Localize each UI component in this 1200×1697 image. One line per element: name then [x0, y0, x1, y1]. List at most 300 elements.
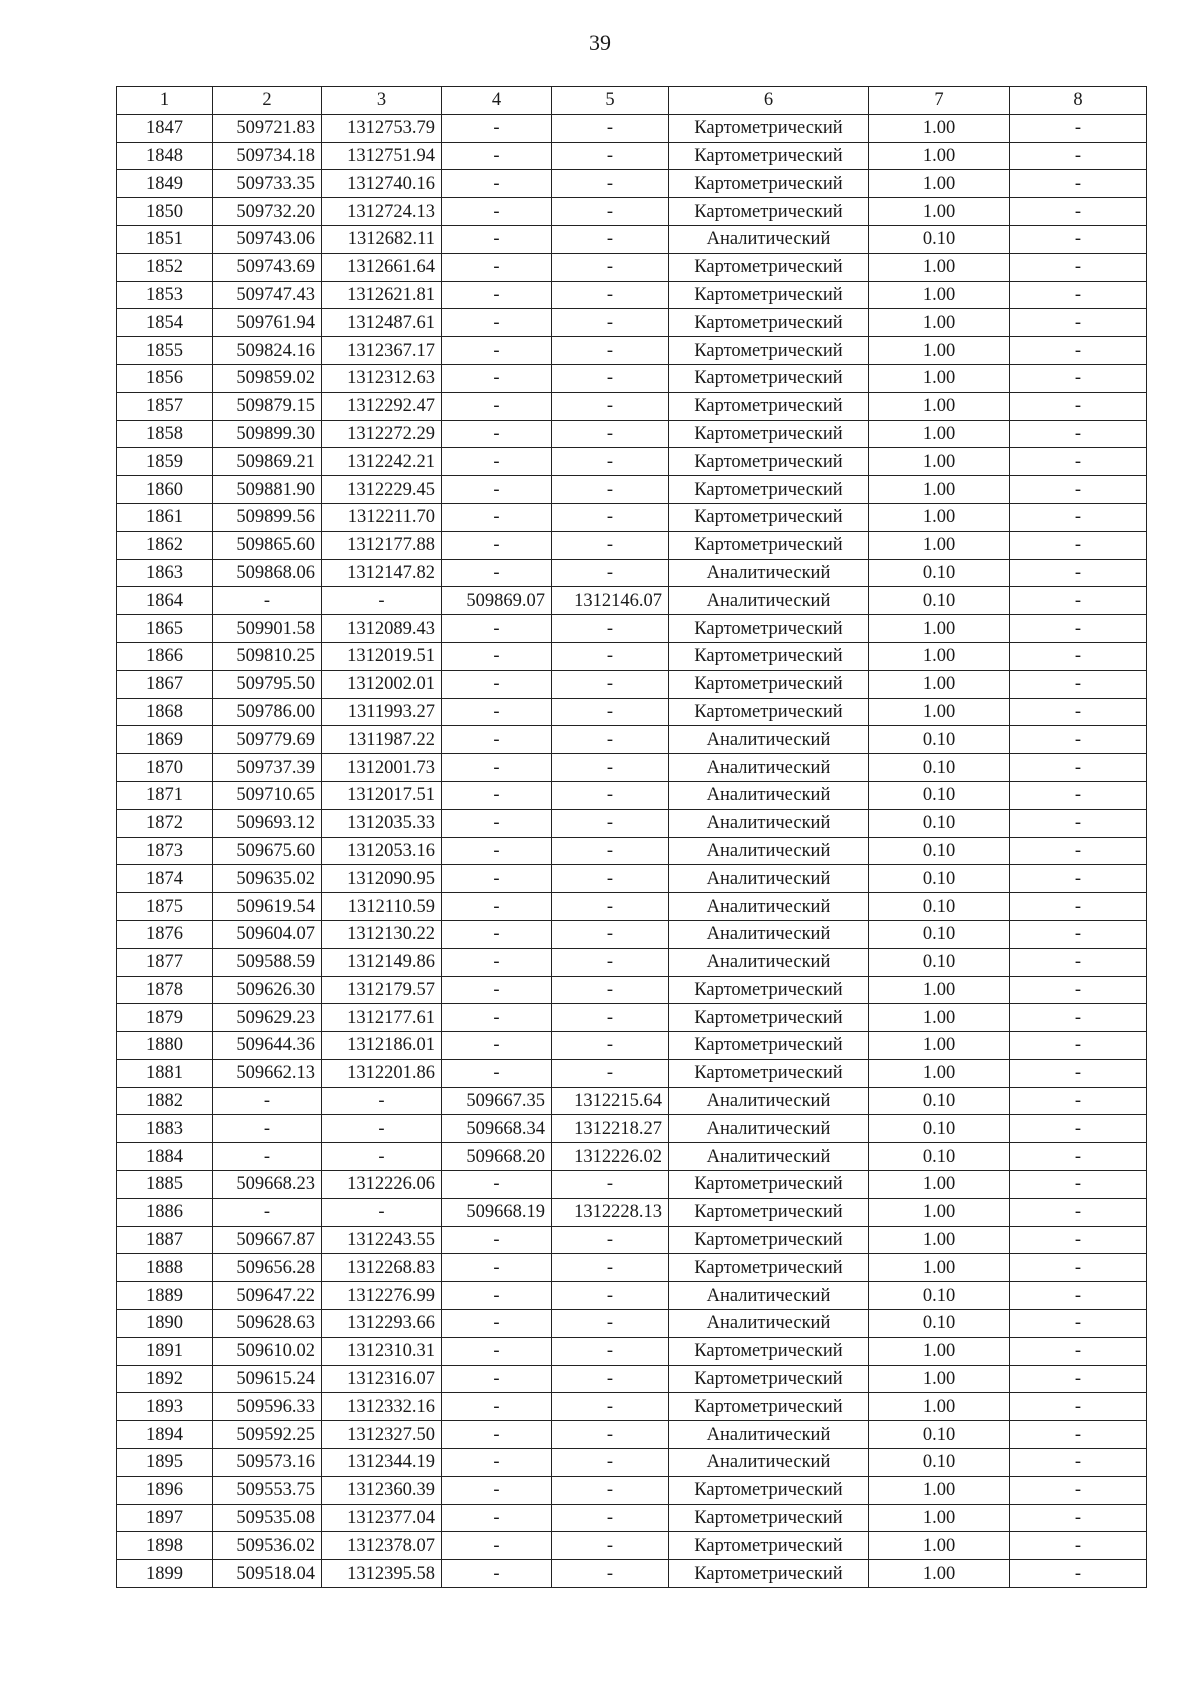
table-cell-col-5: - — [552, 920, 669, 948]
table-row — [117, 615, 1147, 643]
table-cell-col-6: Картометрический — [669, 1504, 869, 1532]
table-cell-col-4: - — [442, 337, 552, 365]
table-cell-col-8: - — [1010, 198, 1147, 226]
table-cell-col-6: Аналитический — [669, 1310, 869, 1338]
table-cell-col-7: 1.00 — [869, 503, 1010, 531]
table-cell-col-7: 0.10 — [869, 225, 1010, 253]
table-cell-col-3: 1312310.31 — [322, 1337, 442, 1365]
table-row — [117, 392, 1147, 420]
table-cell-col-5: - — [552, 253, 669, 281]
table-cell-col-4: - — [442, 1365, 552, 1393]
table-cell-col-6: Аналитический — [669, 837, 869, 865]
table-row — [117, 587, 1147, 615]
table-cell-col-2: - — [213, 1115, 322, 1143]
table-cell-col-5: - — [552, 615, 669, 643]
table-cell-col-3: 1311993.27 — [322, 698, 442, 726]
table-cell-col-3: 1312130.22 — [322, 920, 442, 948]
table-row — [117, 1560, 1147, 1588]
table-cell-col-8: - — [1010, 281, 1147, 309]
table-cell-col-7: 0.10 — [869, 809, 1010, 837]
table-row — [117, 893, 1147, 921]
table-cell-col-2: - — [213, 1087, 322, 1115]
table-cell-col-8: - — [1010, 1365, 1147, 1393]
table-cell-col-2: 509592.25 — [213, 1421, 322, 1449]
table-cell-col-5: - — [552, 1449, 669, 1477]
table-cell-col-6: Картометрический — [669, 337, 869, 365]
table-cell-col-6: Аналитический — [669, 1143, 869, 1171]
table-cell-col-3: 1312682.11 — [322, 225, 442, 253]
table-cell-col-6: Картометрический — [669, 198, 869, 226]
table-cell-col-5: - — [552, 1254, 669, 1282]
table-cell-col-8: - — [1010, 615, 1147, 643]
table-cell-col-8: - — [1010, 476, 1147, 504]
table-cell-col-2: - — [213, 1143, 322, 1171]
table-cell-col-5: - — [552, 198, 669, 226]
table-cell-col-6: Картометрический — [669, 642, 869, 670]
table-cell-col-3: - — [322, 1143, 442, 1171]
table-cell-col-5: - — [552, 1337, 669, 1365]
table-cell-col-6: Аналитический — [669, 781, 869, 809]
table-cell-col-5: 1312215.64 — [552, 1087, 669, 1115]
table-cell-col-3: 1312395.58 — [322, 1560, 442, 1588]
table-cell-col-8: - — [1010, 170, 1147, 198]
table-cell-col-8: - — [1010, 420, 1147, 448]
table-cell-col-1: 1899 — [117, 1560, 213, 1588]
table-cell-col-5: - — [552, 642, 669, 670]
table-cell-col-1: 1875 — [117, 893, 213, 921]
table-cell-col-5: - — [552, 1560, 669, 1588]
table-cell-col-7: 1.00 — [869, 1504, 1010, 1532]
table-cell-col-3: 1312293.66 — [322, 1310, 442, 1338]
table-cell-col-6: Картометрический — [669, 1337, 869, 1365]
table-cell-col-1: 1849 — [117, 170, 213, 198]
table-cell-col-3: 1312377.04 — [322, 1504, 442, 1532]
table-cell-col-5: - — [552, 754, 669, 782]
table-row — [117, 1504, 1147, 1532]
table-cell-col-2: 509647.22 — [213, 1282, 322, 1310]
table-cell-col-6: Аналитический — [669, 948, 869, 976]
table-cell-col-6: Аналитический — [669, 920, 869, 948]
table-cell-col-2: 509786.00 — [213, 698, 322, 726]
table-cell-col-4: - — [442, 1226, 552, 1254]
table-row — [117, 1393, 1147, 1421]
table-cell-col-4: - — [442, 893, 552, 921]
table-cell-col-8: - — [1010, 337, 1147, 365]
table-cell-col-3: 1312035.33 — [322, 809, 442, 837]
table-cell-col-1: 1874 — [117, 865, 213, 893]
table-cell-col-3: 1312753.79 — [322, 114, 442, 142]
table-cell-col-5: - — [552, 420, 669, 448]
table-cell-col-7: 0.10 — [869, 726, 1010, 754]
table-cell-col-5: - — [552, 1171, 669, 1199]
table-cell-col-4: - — [442, 448, 552, 476]
table-cell-col-4: - — [442, 837, 552, 865]
table-cell-col-6: Картометрический — [669, 281, 869, 309]
table-cell-col-7: 0.10 — [869, 754, 1010, 782]
table-cell-col-5: - — [552, 865, 669, 893]
table-cell-col-4: - — [442, 1393, 552, 1421]
table-row — [117, 1198, 1147, 1226]
table-cell-col-3: 1312179.57 — [322, 976, 442, 1004]
table-cell-col-3: - — [322, 1115, 442, 1143]
table-cell-col-6: Картометрический — [669, 1198, 869, 1226]
table-cell-col-7: 1.00 — [869, 281, 1010, 309]
table-cell-col-4: - — [442, 754, 552, 782]
table-cell-col-6: Картометрический — [669, 1254, 869, 1282]
table-cell-col-1: 1877 — [117, 948, 213, 976]
table-cell-col-2: 509747.43 — [213, 281, 322, 309]
table-cell-col-3: 1312661.64 — [322, 253, 442, 281]
table-cell-col-4: - — [442, 615, 552, 643]
table-cell-col-4: - — [442, 1476, 552, 1504]
table-cell-col-3: 1312211.70 — [322, 503, 442, 531]
table-cell-col-6: Картометрический — [669, 670, 869, 698]
table-row — [117, 114, 1147, 142]
table-cell-col-2: 509899.56 — [213, 503, 322, 531]
table-cell-col-2: 509779.69 — [213, 726, 322, 754]
table-cell-col-8: - — [1010, 364, 1147, 392]
table-cell-col-8: - — [1010, 142, 1147, 170]
table-cell-col-4: - — [442, 1282, 552, 1310]
table-cell-col-1: 1868 — [117, 698, 213, 726]
table-cell-col-8: - — [1010, 448, 1147, 476]
table-cell-col-8: - — [1010, 114, 1147, 142]
table-cell-col-3: - — [322, 587, 442, 615]
table-cell-col-2: 509518.04 — [213, 1560, 322, 1588]
table-cell-col-6: Картометрический — [669, 503, 869, 531]
table-row — [117, 948, 1147, 976]
table-cell-col-7: 1.00 — [869, 1393, 1010, 1421]
table-cell-col-8: - — [1010, 1282, 1147, 1310]
table-row — [117, 1087, 1147, 1115]
table-cell-col-2: 509899.30 — [213, 420, 322, 448]
table-cell-col-7: 1.00 — [869, 698, 1010, 726]
table-cell-col-1: 1879 — [117, 1004, 213, 1032]
table-cell-col-7: 1.00 — [869, 1532, 1010, 1560]
table-cell-col-1: 1884 — [117, 1143, 213, 1171]
table-cell-col-8: - — [1010, 1087, 1147, 1115]
table-cell-col-4: - — [442, 698, 552, 726]
table-cell-col-1: 1872 — [117, 809, 213, 837]
table-cell-col-6: Аналитический — [669, 225, 869, 253]
table-cell-col-2: 509635.02 — [213, 865, 322, 893]
table-cell-col-3: - — [322, 1198, 442, 1226]
table-cell-col-2: 509881.90 — [213, 476, 322, 504]
table-cell-col-5: - — [552, 698, 669, 726]
column-header-3: 3 — [322, 87, 442, 115]
table-cell-col-3: 1312147.82 — [322, 559, 442, 587]
table-row — [117, 1115, 1147, 1143]
table-cell-col-6: Аналитический — [669, 587, 869, 615]
table-cell-col-7: 1.00 — [869, 309, 1010, 337]
table-cell-col-4: - — [442, 726, 552, 754]
table-cell-col-7: 1.00 — [869, 476, 1010, 504]
table-cell-col-5: 1312218.27 — [552, 1115, 669, 1143]
table-cell-col-5: - — [552, 809, 669, 837]
table-cell-col-6: Аналитический — [669, 754, 869, 782]
table-cell-col-3: 1312019.51 — [322, 642, 442, 670]
table-cell-col-7: 0.10 — [869, 948, 1010, 976]
table-cell-col-4: - — [442, 170, 552, 198]
table-cell-col-1: 1855 — [117, 337, 213, 365]
table-row — [117, 1032, 1147, 1060]
table-cell-col-4: - — [442, 364, 552, 392]
table-cell-col-2: 509865.60 — [213, 531, 322, 559]
table-row — [117, 642, 1147, 670]
table-cell-col-7: 1.00 — [869, 615, 1010, 643]
table-cell-col-2: 509619.54 — [213, 893, 322, 921]
table-cell-col-7: 1.00 — [869, 392, 1010, 420]
table-cell-col-3: 1312017.51 — [322, 781, 442, 809]
table-cell-col-3: 1311987.22 — [322, 726, 442, 754]
table-cell-col-2: 509536.02 — [213, 1532, 322, 1560]
column-header-6: 6 — [669, 87, 869, 115]
table-cell-col-7: 1.00 — [869, 253, 1010, 281]
table-cell-col-1: 1895 — [117, 1449, 213, 1477]
table-cell-col-3: 1312226.06 — [322, 1171, 442, 1199]
table-cell-col-8: - — [1010, 1476, 1147, 1504]
table-cell-col-4: 509668.34 — [442, 1115, 552, 1143]
table-row — [117, 225, 1147, 253]
table-cell-col-6: Картометрический — [669, 1365, 869, 1393]
table-cell-col-6: Аналитический — [669, 1421, 869, 1449]
table-cell-col-2: 509710.65 — [213, 781, 322, 809]
table-row — [117, 1337, 1147, 1365]
table-cell-col-6: Аналитический — [669, 1449, 869, 1477]
table-cell-col-5: - — [552, 670, 669, 698]
table-cell-col-4: - — [442, 1004, 552, 1032]
table-cell-col-8: - — [1010, 976, 1147, 1004]
table-cell-col-5: - — [552, 309, 669, 337]
table-cell-col-5: - — [552, 1032, 669, 1060]
table-cell-col-8: - — [1010, 1337, 1147, 1365]
table-cell-col-1: 1885 — [117, 1171, 213, 1199]
table-cell-col-4: - — [442, 1254, 552, 1282]
table-cell-col-5: - — [552, 1393, 669, 1421]
table-cell-col-8: - — [1010, 1560, 1147, 1588]
table-cell-col-3: 1312186.01 — [322, 1032, 442, 1060]
table-row — [117, 809, 1147, 837]
table-cell-col-7: 0.10 — [869, 893, 1010, 921]
table-cell-col-3: 1312332.16 — [322, 1393, 442, 1421]
table-cell-col-4: 509668.20 — [442, 1143, 552, 1171]
table-row — [117, 920, 1147, 948]
table-cell-col-1: 1866 — [117, 642, 213, 670]
table-cell-col-3: 1312276.99 — [322, 1282, 442, 1310]
table-cell-col-5: - — [552, 531, 669, 559]
table-cell-col-7: 0.10 — [869, 1143, 1010, 1171]
table-cell-col-7: 0.10 — [869, 587, 1010, 615]
table-cell-col-1: 1881 — [117, 1059, 213, 1087]
table-cell-col-8: - — [1010, 726, 1147, 754]
table-cell-col-1: 1882 — [117, 1087, 213, 1115]
table-cell-col-2: 509901.58 — [213, 615, 322, 643]
table-cell-col-4: - — [442, 1449, 552, 1477]
table-cell-col-1: 1889 — [117, 1282, 213, 1310]
table-cell-col-4: - — [442, 1310, 552, 1338]
table-cell-col-8: - — [1010, 781, 1147, 809]
table-cell-col-8: - — [1010, 948, 1147, 976]
table-cell-col-8: - — [1010, 837, 1147, 865]
table-cell-col-1: 1861 — [117, 503, 213, 531]
table-cell-col-2: 509573.16 — [213, 1449, 322, 1477]
table-cell-col-3: 1312327.50 — [322, 1421, 442, 1449]
table-cell-col-6: Картометрический — [669, 1476, 869, 1504]
table-cell-col-1: 1858 — [117, 420, 213, 448]
table-cell-col-5: - — [552, 1226, 669, 1254]
column-header-7: 7 — [869, 87, 1010, 115]
table-cell-col-2: 509667.87 — [213, 1226, 322, 1254]
table-cell-col-2: - — [213, 587, 322, 615]
table-cell-col-7: 1.00 — [869, 420, 1010, 448]
table-row — [117, 531, 1147, 559]
table-cell-col-1: 1860 — [117, 476, 213, 504]
table-cell-col-6: Картометрический — [669, 170, 869, 198]
table-cell-col-1: 1848 — [117, 142, 213, 170]
table-cell-col-5: 1312228.13 — [552, 1198, 669, 1226]
table-cell-col-4: - — [442, 309, 552, 337]
table-cell-col-3: 1312378.07 — [322, 1532, 442, 1560]
table-cell-col-3: 1312487.61 — [322, 309, 442, 337]
table-cell-col-2: 509656.28 — [213, 1254, 322, 1282]
table-cell-col-1: 1876 — [117, 920, 213, 948]
table-cell-col-5: - — [552, 337, 669, 365]
table-cell-col-6: Картометрический — [669, 1059, 869, 1087]
table-cell-col-2: 509795.50 — [213, 670, 322, 698]
table-cell-col-7: 1.00 — [869, 1198, 1010, 1226]
table-cell-col-2: 509628.63 — [213, 1310, 322, 1338]
table-cell-col-6: Картометрический — [669, 1004, 869, 1032]
table-cell-col-4: 509869.07 — [442, 587, 552, 615]
table-cell-col-7: 1.00 — [869, 642, 1010, 670]
table-cell-col-2: 509610.02 — [213, 1337, 322, 1365]
table-cell-col-7: 0.10 — [869, 865, 1010, 893]
table-cell-col-1: 1852 — [117, 253, 213, 281]
table-row — [117, 1004, 1147, 1032]
table-cell-col-5: - — [552, 1004, 669, 1032]
table-cell-col-5: - — [552, 170, 669, 198]
table-cell-col-6: Аналитический — [669, 1115, 869, 1143]
table-cell-col-1: 1894 — [117, 1421, 213, 1449]
table-cell-col-6: Картометрический — [669, 1032, 869, 1060]
table-row — [117, 1059, 1147, 1087]
table-cell-col-3: 1312229.45 — [322, 476, 442, 504]
table-cell-col-8: - — [1010, 1504, 1147, 1532]
table-cell-col-7: 0.10 — [869, 559, 1010, 587]
table-cell-col-7: 1.00 — [869, 670, 1010, 698]
table-row — [117, 1254, 1147, 1282]
table-cell-col-6: Картометрический — [669, 309, 869, 337]
table-cell-col-7: 1.00 — [869, 531, 1010, 559]
table-cell-col-3: 1312360.39 — [322, 1476, 442, 1504]
table-cell-col-6: Картометрический — [669, 976, 869, 1004]
table-cell-col-8: - — [1010, 1143, 1147, 1171]
table-cell-col-5: - — [552, 976, 669, 1004]
table-cell-col-3: 1312177.61 — [322, 1004, 442, 1032]
table-cell-col-2: 509743.69 — [213, 253, 322, 281]
table-cell-col-2: 509859.02 — [213, 364, 322, 392]
table-cell-col-6: Картометрический — [669, 1393, 869, 1421]
table-cell-col-1: 1870 — [117, 754, 213, 782]
table-cell-col-8: - — [1010, 1004, 1147, 1032]
table-cell-col-2: 509732.20 — [213, 198, 322, 226]
table-cell-col-2: 509824.16 — [213, 337, 322, 365]
table-row — [117, 476, 1147, 504]
table-cell-col-3: 1312002.01 — [322, 670, 442, 698]
table-cell-col-3: 1312344.19 — [322, 1449, 442, 1477]
table-cell-col-2: 509668.23 — [213, 1171, 322, 1199]
table-cell-col-7: 1.00 — [869, 364, 1010, 392]
table-row — [117, 670, 1147, 698]
table-body — [117, 114, 1147, 1587]
table-cell-col-2: 509596.33 — [213, 1393, 322, 1421]
table-cell-col-8: - — [1010, 1421, 1147, 1449]
table-cell-col-8: - — [1010, 1449, 1147, 1477]
table-cell-col-4: 509667.35 — [442, 1087, 552, 1115]
table-cell-col-7: 1.00 — [869, 1171, 1010, 1199]
table-cell-col-8: - — [1010, 893, 1147, 921]
table-cell-col-8: - — [1010, 253, 1147, 281]
table-cell-col-7: 1.00 — [869, 1560, 1010, 1588]
table-cell-col-8: - — [1010, 309, 1147, 337]
table-cell-col-4: - — [442, 281, 552, 309]
table-cell-col-5: - — [552, 114, 669, 142]
table-cell-col-1: 1880 — [117, 1032, 213, 1060]
table-cell-col-7: 1.00 — [869, 1365, 1010, 1393]
coordinates-table — [116, 86, 1147, 1588]
table-cell-col-8: - — [1010, 1310, 1147, 1338]
table-cell-col-3: 1312149.86 — [322, 948, 442, 976]
table-cell-col-6: Картометрический — [669, 253, 869, 281]
column-header-4: 4 — [442, 87, 552, 115]
table-cell-col-5: - — [552, 559, 669, 587]
table-cell-col-4: - — [442, 809, 552, 837]
table-row — [117, 1532, 1147, 1560]
table-cell-col-5: - — [552, 893, 669, 921]
table-cell-col-5: - — [552, 837, 669, 865]
table-cell-col-1: 1853 — [117, 281, 213, 309]
table-cell-col-7: 1.00 — [869, 1476, 1010, 1504]
table-cell-col-4: - — [442, 476, 552, 504]
table-cell-col-7: 1.00 — [869, 1226, 1010, 1254]
header-row — [117, 87, 1147, 115]
table-cell-col-3: 1312110.59 — [322, 893, 442, 921]
table-cell-col-8: - — [1010, 1171, 1147, 1199]
table-cell-col-6: Картометрический — [669, 1532, 869, 1560]
table-cell-col-4: - — [442, 559, 552, 587]
table-cell-col-1: 1859 — [117, 448, 213, 476]
table-cell-col-7: 1.00 — [869, 142, 1010, 170]
table-cell-col-8: - — [1010, 698, 1147, 726]
table-cell-col-7: 0.10 — [869, 920, 1010, 948]
table-cell-col-5: - — [552, 392, 669, 420]
table-cell-col-3: 1312316.07 — [322, 1365, 442, 1393]
table-row — [117, 198, 1147, 226]
table-cell-col-4: - — [442, 392, 552, 420]
table-cell-col-4: - — [442, 1504, 552, 1532]
table-cell-col-2: 509588.59 — [213, 948, 322, 976]
table-cell-col-4: - — [442, 531, 552, 559]
table-cell-col-3: 1312292.47 — [322, 392, 442, 420]
table-cell-col-6: Картометрический — [669, 476, 869, 504]
table-cell-col-2: 509615.24 — [213, 1365, 322, 1393]
table-row — [117, 503, 1147, 531]
table-row — [117, 364, 1147, 392]
table-cell-col-3: 1312740.16 — [322, 170, 442, 198]
table-cell-col-3: 1312089.43 — [322, 615, 442, 643]
table-cell-col-7: 0.10 — [869, 1449, 1010, 1477]
table-cell-col-5: - — [552, 281, 669, 309]
